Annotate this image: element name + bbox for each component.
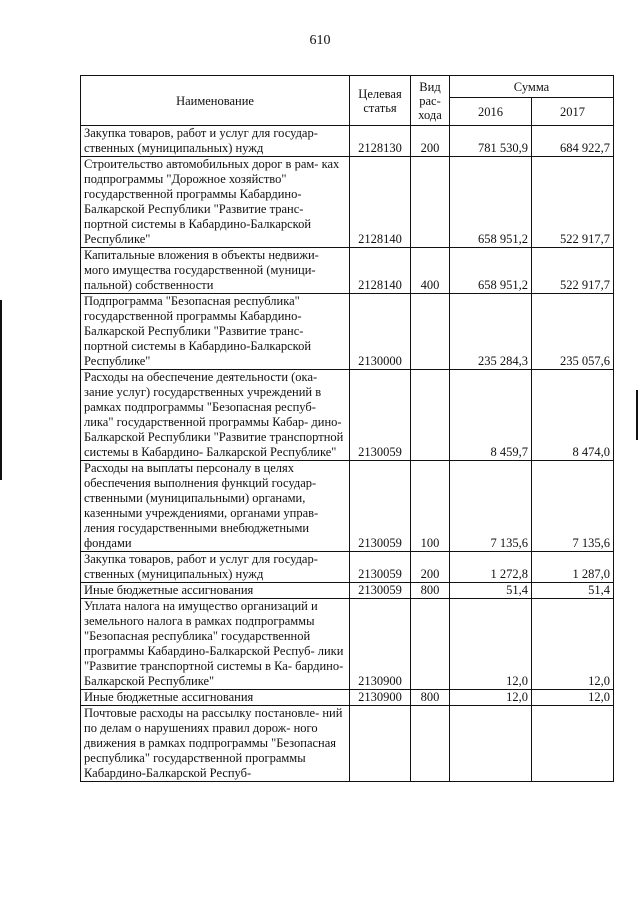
- cell-2017: 51,4: [532, 583, 614, 599]
- cell-2016: 12,0: [450, 690, 532, 706]
- cell-2016: [450, 706, 532, 782]
- cell-2017: 1 287,0: [532, 552, 614, 583]
- cell-name: Закупка товаров, работ и услуг для государ- ственных (муниципальных) нужд: [81, 126, 350, 157]
- cell-name: Подпрограмма "Безопасная республика" государственной программы Кабардино- Балкарской Республики "Развитие транс- портной системы в Кабардино-Балкарской Республике": [81, 294, 350, 370]
- table-row: [81, 294, 614, 370]
- cell-2017: [532, 706, 614, 782]
- cell-2016: 7 135,6: [450, 461, 532, 552]
- cell-kind: [411, 599, 450, 690]
- table-body: [81, 126, 614, 782]
- cell-code: 2130059: [350, 552, 411, 583]
- header-kind: Вид рас- хода: [411, 76, 450, 126]
- cell-2017: 684 922,7: [532, 126, 614, 157]
- scan-edge-mark-right: [636, 390, 638, 440]
- cell-2016: 235 284,3: [450, 294, 532, 370]
- cell-2016: 781 530,9: [450, 126, 532, 157]
- cell-kind: [411, 294, 450, 370]
- cell-name: Почтовые расходы на рассылку постановле- ний по делам о нарушениях правил дорож- ного движения в рамках подпрограммы "Безопасная республика" государственной программы Кабардино-Балкарской Респуб-: [81, 706, 350, 782]
- cell-code: 2128130: [350, 126, 411, 157]
- cell-code: 2130000: [350, 294, 411, 370]
- table-row: [81, 706, 614, 782]
- page-number: 610: [309, 33, 331, 48]
- header-row-1: [81, 76, 614, 98]
- table-row: [81, 126, 614, 157]
- cell-2017: 7 135,6: [532, 461, 614, 552]
- cell-2016: 8 459,7: [450, 370, 532, 461]
- cell-name: Иные бюджетные ассигнования: [81, 583, 350, 599]
- cell-code: 2130059: [350, 370, 411, 461]
- cell-2017: 12,0: [532, 599, 614, 690]
- cell-kind: [411, 370, 450, 461]
- cell-name: Строительство автомобильных дорог в рам- ках подпрограммы "Дорожное хозяйство" государственной программы Кабардино- Балкарской Республики "Развитие транс- портной системы в Кабардино-Балкарской Республике": [81, 157, 350, 248]
- cell-code: 2130900: [350, 690, 411, 706]
- scan-edge-mark-left: [0, 300, 2, 480]
- cell-2017: 12,0: [532, 690, 614, 706]
- table-row: [81, 370, 614, 461]
- cell-kind: 800: [411, 690, 450, 706]
- cell-code: 2128140: [350, 248, 411, 294]
- table-row: [81, 461, 614, 552]
- table-row: [81, 583, 614, 599]
- cell-2017: 8 474,0: [532, 370, 614, 461]
- table-row: [81, 157, 614, 248]
- cell-2017: 522 917,7: [532, 248, 614, 294]
- cell-name: Капитальные вложения в объекты недвижи- мого имущества государственной (муници- пальной) собственности: [81, 248, 350, 294]
- cell-kind: 200: [411, 552, 450, 583]
- cell-code: 2130900: [350, 599, 411, 690]
- cell-kind: 200: [411, 126, 450, 157]
- cell-kind: [411, 706, 450, 782]
- header-code: Целевая статья: [350, 76, 411, 126]
- cell-2016: 1 272,8: [450, 552, 532, 583]
- cell-name: Расходы на обеспечение деятельности (ока- зание услуг) государственных учреждений в рамках подпрограммы "Безопасная респуб- лика" государственной программы Кабар- дино-Балкарской Республики "Развитие транспортной системы в Кабардино- Балкарской Республике": [81, 370, 350, 461]
- table-row: [81, 599, 614, 690]
- cell-2017: 522 917,7: [532, 157, 614, 248]
- cell-name: Уплата налога на имущество организаций и земельного налога в рамках подпрограммы "Безопасная республика" государственной программы Кабардино-Балкарской Респуб- лики "Развитие транспортной системы в Ка- бардино-Балкарской Республике": [81, 599, 350, 690]
- cell-kind: 800: [411, 583, 450, 599]
- cell-kind: 400: [411, 248, 450, 294]
- table-row: [81, 248, 614, 294]
- cell-2017: 235 057,6: [532, 294, 614, 370]
- header-sum: Сумма: [450, 76, 614, 98]
- budget-table: [80, 75, 614, 782]
- cell-2016: 658 951,2: [450, 157, 532, 248]
- cell-2016: 51,4: [450, 583, 532, 599]
- table-header: [81, 76, 614, 126]
- header-year-2016: 2016: [450, 98, 532, 126]
- cell-code: 2130059: [350, 461, 411, 552]
- cell-code: 2130059: [350, 583, 411, 599]
- cell-code: 2128140: [350, 157, 411, 248]
- cell-name: Иные бюджетные ассигнования: [81, 690, 350, 706]
- cell-name: Расходы на выплаты персоналу в целях обеспечения выполнения функций государ- ственными (муниципальными) органами, казенными учреждениями, органами управ- ления государственными внебюджетными фондами: [81, 461, 350, 552]
- cell-code: [350, 706, 411, 782]
- cell-2016: 12,0: [450, 599, 532, 690]
- cell-2016: 658 951,2: [450, 248, 532, 294]
- cell-kind: [411, 157, 450, 248]
- header-name: Наименование: [81, 76, 350, 126]
- table-row: [81, 690, 614, 706]
- cell-kind: 100: [411, 461, 450, 552]
- cell-name: Закупка товаров, работ и услуг для государ- ственных (муниципальных) нужд: [81, 552, 350, 583]
- header-year-2017: 2017: [532, 98, 614, 126]
- table-row: [81, 552, 614, 583]
